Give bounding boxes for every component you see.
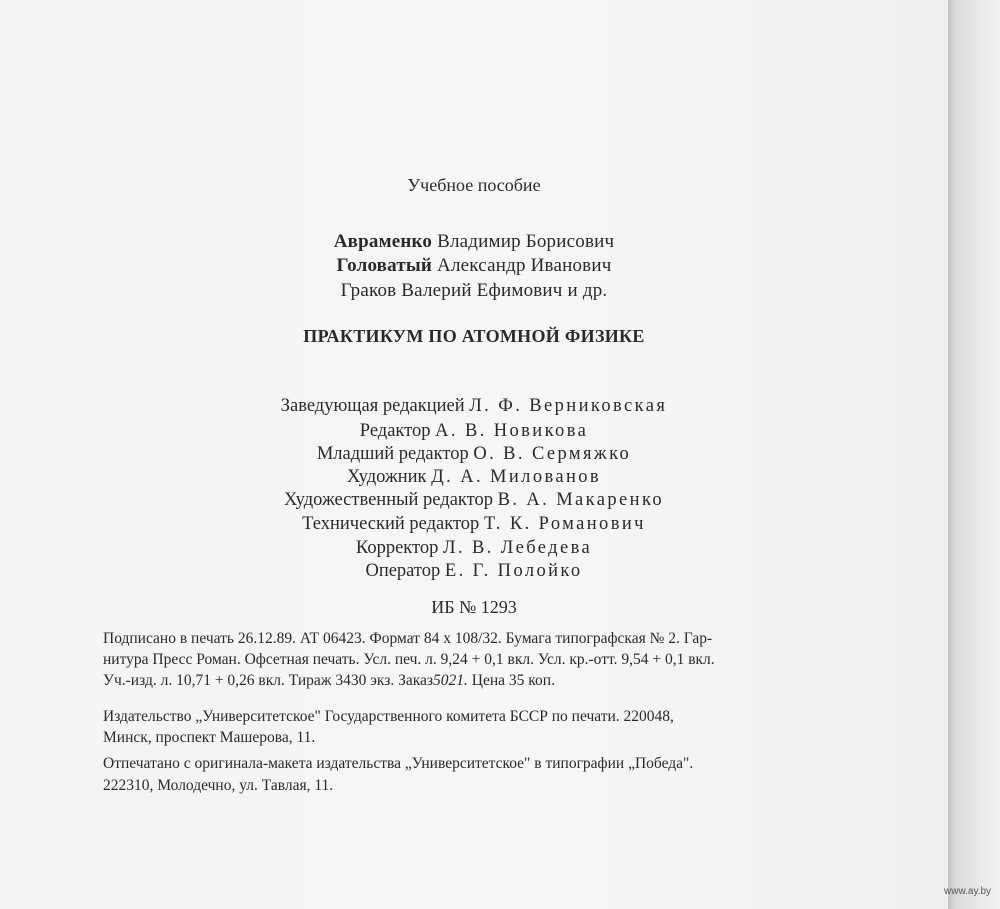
staff-line [0, 538, 948, 559]
imprint-line-2: нитура Пресс Роман. Офсетная печать. Усл. печ. л. 9,24 + 0,1 вкл. Усл. кр.-отт. 9,54 + 0,1 вкл. [103, 651, 715, 668]
staff-role: Заведующая редакцией [280, 396, 465, 416]
staff-line [0, 444, 948, 465]
staff-name: Л. В. Лебедева [443, 538, 593, 558]
watermark: www.ay.by [944, 886, 992, 897]
ib-number: ИБ № 1293 [431, 597, 517, 617]
staff-name: О. В. Сермяжко [473, 444, 632, 464]
book-title: ПРАКТИКУМ ПО АТОМНОЙ ФИЗИКЕ [303, 326, 645, 346]
author-given-name: Валерий Ефимович и др. [401, 280, 608, 301]
imprint-price: Цена 35 коп. [467, 672, 555, 689]
staff-line [0, 421, 948, 442]
imprint-line-1: Подписано в печать 26.12.89. АТ 06423. Формат 84 x 108/32. Бумага типографская № 2. Гар- [103, 630, 713, 647]
staff-role: Редактор [359, 421, 431, 441]
staff-name: Л. Ф. Верниковская [469, 396, 668, 416]
publisher-line-1: Издательство „Университетское" Государственного комитета БССР по печати. 220048, [103, 708, 674, 725]
staff-role: Художественный редактор [283, 490, 493, 510]
author-given-name: Александр Иванович [437, 255, 612, 276]
staff-role: Корректор [355, 538, 439, 558]
staff-role: Технический редактор [302, 514, 480, 534]
author-surname: Авраменко [333, 231, 433, 252]
staff-role: Младший редактор [316, 444, 469, 464]
staff-name: Д. А. Милованов [431, 467, 602, 487]
staff-line [0, 467, 948, 488]
author-surname: Граков [340, 280, 397, 301]
author-line-2 [0, 255, 948, 277]
staff-role: Оператор [365, 561, 441, 581]
imprint-line-3 [103, 672, 555, 690]
page-edge-shadow [948, 0, 1000, 909]
publisher-line-2: Минск, проспект Машерова, 11. [103, 729, 316, 746]
author-line-1 [0, 231, 948, 253]
staff-line [0, 514, 948, 535]
staff-role: Художник [346, 467, 427, 487]
genre-line: Учебное пособие [407, 175, 541, 195]
staff-line [0, 490, 948, 511]
staff-line [0, 396, 948, 417]
printer-line-1: Отпечатано с оригинала-макета издательства „Университетское" в типографии „Победа". [103, 755, 694, 772]
printer-line-2: 222310, Молодечно, ул. Тавлая, 11. [103, 777, 334, 794]
author-surname: Головатый [336, 255, 433, 276]
staff-line [0, 561, 948, 582]
order-number: 5021. [433, 672, 468, 689]
author-given-name: Владимир Борисович [437, 231, 615, 252]
staff-name: Е. Г. Полойко [444, 561, 583, 581]
imprint-circulation: Уч.-изд. л. 10,71 + 0,26 вкл. Тираж 3430 экз. Заказ [103, 672, 434, 689]
staff-name: Т. К. Романович [483, 514, 646, 534]
author-line-3 [0, 280, 948, 302]
staff-name: А. В. Новикова [435, 421, 589, 441]
staff-name: В. А. Макаренко [497, 490, 665, 510]
